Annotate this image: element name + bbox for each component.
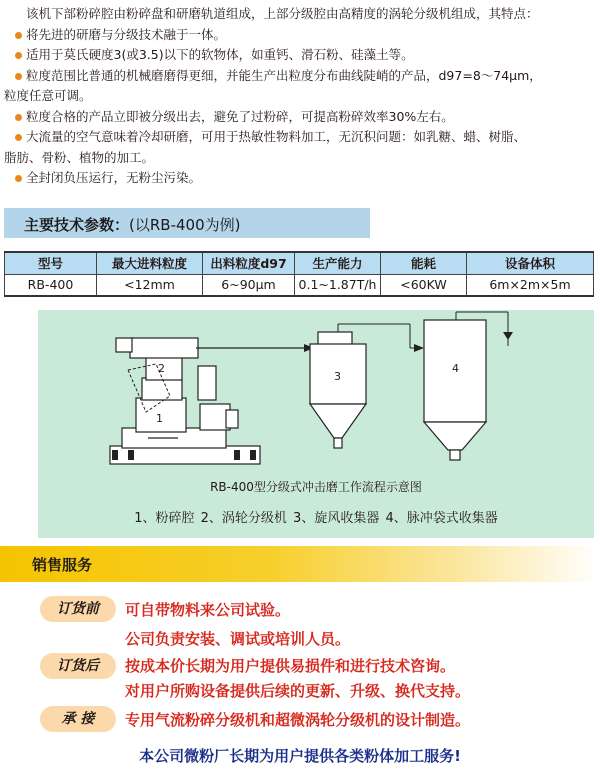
bullet-dot-icon bbox=[15, 134, 22, 141]
params-title: 主要技术参数：(以RB-400为例) bbox=[24, 216, 241, 234]
footer-slogan: 本公司微粉厂长期为用户提供各类粉体加工服务! bbox=[139, 747, 461, 765]
table-header: 设备体积 bbox=[467, 252, 594, 274]
table-cell: <60KW bbox=[381, 274, 467, 296]
bullet-dot-icon bbox=[15, 52, 22, 59]
accept-text: 专用气流粉碎分级机和超微涡轮分级机的设计制造。 bbox=[125, 711, 471, 729]
bullet-dot-icon bbox=[15, 114, 22, 121]
table-cell: 0.1~1.87T/h bbox=[295, 274, 381, 296]
table-row bbox=[5, 274, 594, 296]
after-order-line: 按成本价长期为用户提供易损件和进行技术咨询。 bbox=[125, 657, 456, 675]
table-cell: 6m×2m×5m bbox=[467, 274, 594, 296]
feature-bullet: 粒度合格的产品立即被分级出去，避免了过粉碎，可提高粉碎效率30%左右。 bbox=[4, 107, 594, 128]
machine-neck bbox=[142, 378, 182, 400]
diagram-caption: RB-400型分级式冲击磨工作流程示意图 bbox=[210, 480, 422, 494]
label-4: 4 bbox=[452, 362, 459, 375]
feature-bullet: 将先进的研磨与分级技术融于一体。 bbox=[4, 25, 594, 46]
feature-bullet: 粒度范围比普通的机械磨磨得更细，并能生产出粒度分布曲线陡峭的产品，d97=8～74μm， bbox=[4, 66, 594, 87]
feature-bullet-continued: 脂肪、骨粉、植物的加工。 bbox=[4, 149, 155, 165]
process-diagram-svg bbox=[38, 310, 594, 538]
feature-bullet: 大流量的空气意味着冷却研磨，可用于热敏性物料加工，无沉积问题：如乳糖、蜡、树脂、 bbox=[4, 127, 594, 148]
table-header: 能耗 bbox=[381, 252, 467, 274]
table-cell: RB-400 bbox=[5, 274, 97, 296]
sales-header bbox=[0, 546, 600, 582]
feature-bullet: 全封闭负压运行，无粉尘污染。 bbox=[4, 168, 594, 189]
tag-after-order: 订货后 bbox=[40, 653, 116, 679]
table-header: 生产能力 bbox=[295, 252, 381, 274]
feed-pipe bbox=[198, 366, 216, 400]
bag-filter-cone bbox=[424, 422, 486, 450]
sales-title: 销售服务 bbox=[32, 556, 93, 574]
table-header: 最大进料粒度 bbox=[97, 252, 203, 274]
before-order-text: 可自带物料来公司试验。 bbox=[125, 601, 291, 619]
feature-bullet-continued: 粒度任意可调。 bbox=[4, 88, 92, 103]
params-subtitle: (以RB-400为例) bbox=[129, 216, 241, 234]
after-order-line: 对用户所购设备提供后续的更新、升级、换代支持。 bbox=[125, 682, 471, 700]
diagram-legend: 1、粉碎腔 2、涡轮分级机 3、旋风收集器 4、脉冲袋式收集器 bbox=[134, 511, 498, 526]
table-cell: 6~90μm bbox=[203, 274, 295, 296]
tag-before-order: 订货前 bbox=[40, 596, 116, 622]
motor-top bbox=[116, 338, 132, 352]
table-cell: <12mm bbox=[97, 274, 203, 296]
after-order-line: 公司负责安装、调试或培训人员。 bbox=[125, 630, 351, 648]
label-2: 2 bbox=[158, 362, 165, 375]
bullet-dot-icon bbox=[15, 32, 22, 39]
table-header: 出料粒度d97 bbox=[203, 252, 295, 274]
classifier-top bbox=[130, 338, 198, 358]
label-1: 1 bbox=[156, 412, 163, 425]
table-header-row bbox=[5, 252, 594, 274]
bullet-dot-icon bbox=[15, 73, 22, 80]
process-diagram bbox=[38, 310, 594, 538]
table-header: 型号 bbox=[5, 252, 97, 274]
intro-lead: 该机下部粉碎腔由粉碎盘和研磨轨道组成，上部分级腔由高精度的涡轮分级机组成，其特点： bbox=[26, 6, 539, 21]
params-header bbox=[4, 208, 370, 238]
tag-accept: 承 接 bbox=[40, 706, 116, 732]
cyclone-cone bbox=[310, 404, 366, 438]
feature-bullet: 适用于莫氏硬度3(或3.5)以下的软物体，如重钙、滑石粉、硅藻土等。 bbox=[4, 45, 594, 66]
params-table bbox=[4, 251, 594, 297]
label-3: 3 bbox=[334, 370, 341, 383]
intro-section bbox=[4, 4, 594, 189]
bullet-dot-icon bbox=[15, 175, 22, 182]
